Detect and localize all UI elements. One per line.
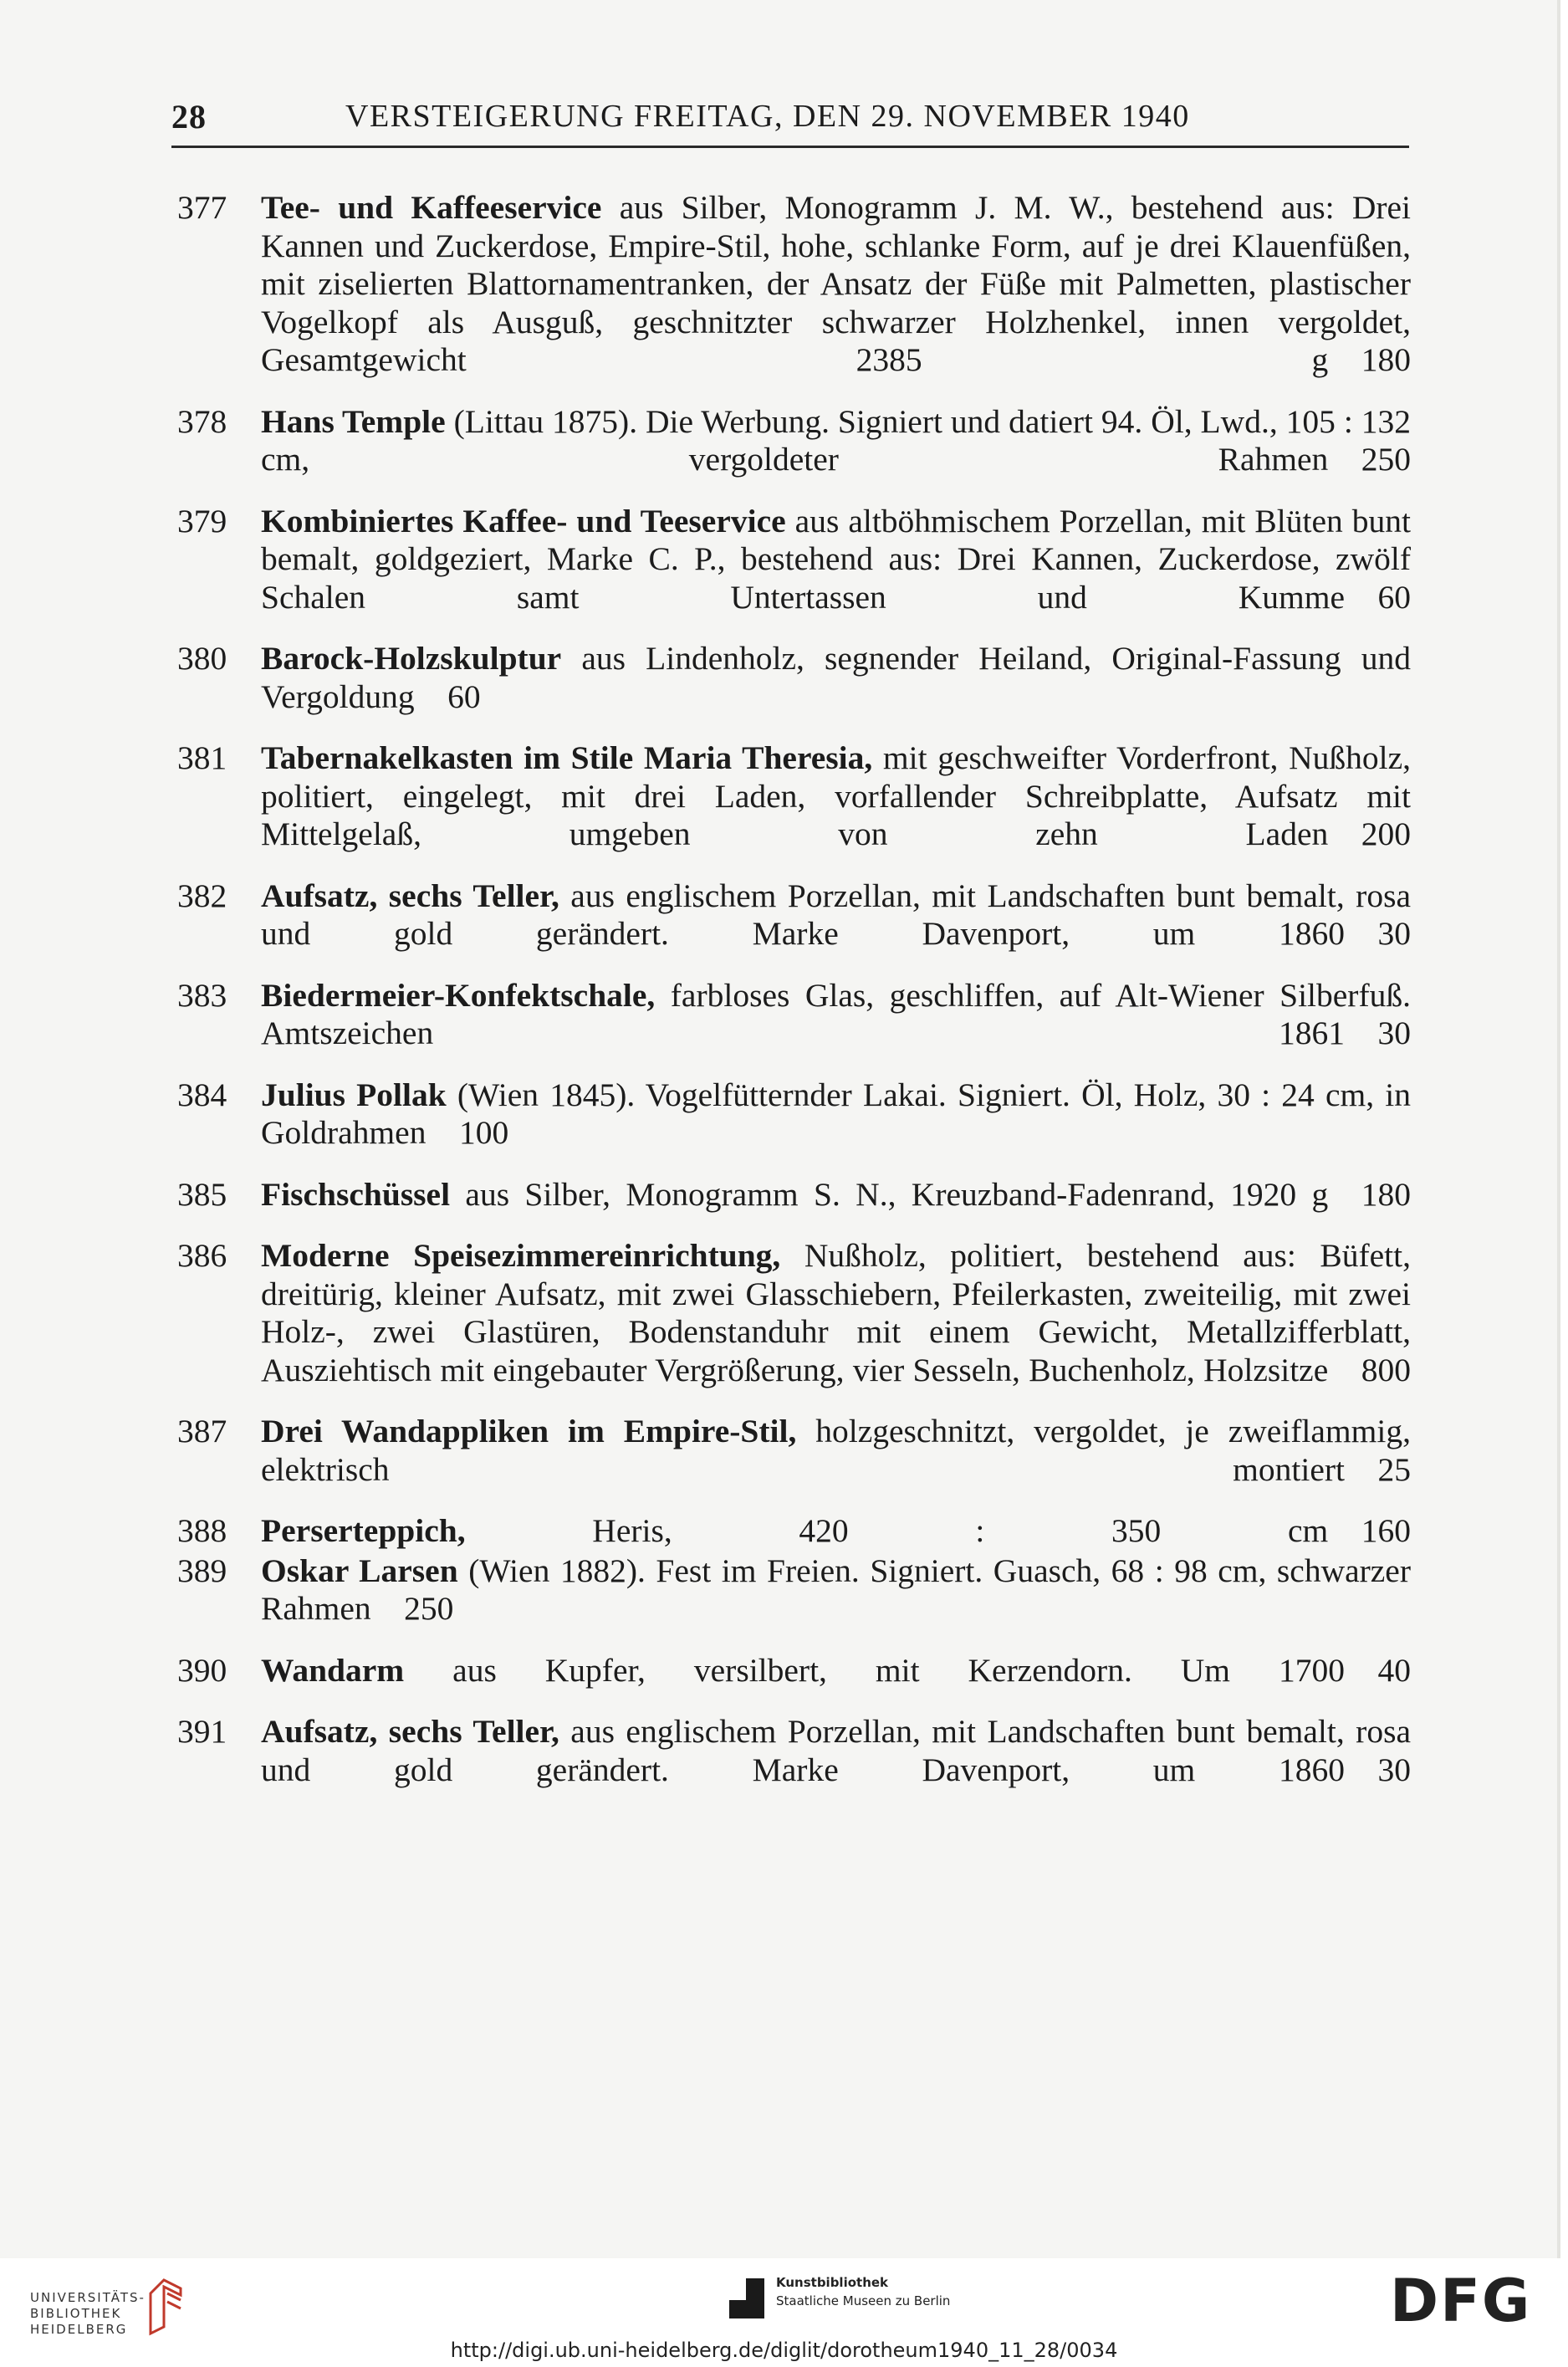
ub-line: UNIVERSITÄTS- xyxy=(30,2290,146,2305)
lot-number: 381 xyxy=(177,739,227,776)
lot-title: Drei Wandappliken im Empire-Stil, xyxy=(261,1413,797,1449)
lot-price: 160 xyxy=(1361,1512,1411,1549)
lot-description: aus englischem Porzellan, mit Landschaften bunt bemalt, rosa und gold gerändert. Marke Davenport, um 1860 xyxy=(261,1713,1411,1788)
lot-title: Tabernakelkasten im Stile Maria Theresia, xyxy=(261,739,873,776)
lot-title: Hans Temple xyxy=(261,402,446,440)
page-title: VERSTEIGERUNG FREITAG, DEN 29. NOVEMBER 1940 xyxy=(345,99,1190,134)
lot-price: 60 xyxy=(1377,578,1411,616)
lot-number: 377 xyxy=(177,189,227,226)
lot-title: Kombiniertes Kaffee- und Teeservice xyxy=(261,502,786,539)
lot-description: mit geschweifter Vorderfront, Nußholz, politiert, eingelegt, mit drei Laden, vorfallender Schreibplatte, Aufsatz mit Mittelgelaß, umgeben von zehn Laden xyxy=(261,739,1411,852)
ub-heidelberg-logo-text xyxy=(30,2290,146,2338)
lot-description: (Wien 1845). Vogelfütternder Lakai. Signiert. Öl, Holz, 30 : 24 cm, in Goldrahmen xyxy=(261,1076,1411,1151)
lot-description: aus englischem Porzellan, mit Landschaften bunt bemalt, rosa und gold gerändert. Marke Davenport, um 1860 xyxy=(261,877,1411,952)
lot-385 xyxy=(177,1176,1411,1214)
lot-price: 180 xyxy=(1361,1175,1411,1213)
ub-heidelberg-logo-icon xyxy=(142,2277,186,2337)
lot-number: 382 xyxy=(177,877,227,914)
lot-description: aus Kupfer, versilbert, mit Kerzendorn. Um 1700 xyxy=(404,1651,1345,1689)
lot-description: Heris, 420 : 350 cm xyxy=(465,1512,1329,1549)
lot-price: 30 xyxy=(1377,1751,1411,1788)
lot-number: 380 xyxy=(177,640,227,677)
lot-description: (Littau 1875). Die Werbung. Signiert und datiert 94. Öl, Lwd., 105 : 132 cm, vergoldeter Rahmen xyxy=(261,402,1411,478)
page-header xyxy=(171,97,1409,136)
lot-price: 30 xyxy=(1377,915,1411,952)
lot-title: Perserteppich, xyxy=(261,1512,466,1549)
lot-number: 388 xyxy=(177,1512,227,1549)
lot-382 xyxy=(177,877,1411,953)
lot-price: 30 xyxy=(1377,1015,1411,1051)
lot-price: 250 xyxy=(404,1590,454,1627)
lot-number: 378 xyxy=(177,402,227,440)
lot-price: 200 xyxy=(1361,815,1411,852)
kunstbibliothek-logo-icon xyxy=(721,2275,768,2322)
lot-388 xyxy=(177,1512,1411,1551)
lot-390 xyxy=(177,1652,1411,1690)
lot-number: 379 xyxy=(177,502,227,539)
header-rule xyxy=(171,146,1409,148)
lot-384 xyxy=(177,1076,1411,1153)
lot-386 xyxy=(177,1237,1411,1389)
lot-price: 800 xyxy=(1361,1351,1411,1388)
ub-line: HEIDELBERG xyxy=(30,2322,128,2337)
lot-377 xyxy=(177,189,1411,380)
lot-title: Oskar Larsen xyxy=(261,1552,458,1589)
lot-description: aus Silber, Monogramm J. M. W., bestehend aus: Drei Kannen und Zuckerdose, Empire-Stil, hohe, schlanke Form, auf je drei Klauenfüßen, mit ziselierten Blattornamentranken, der Ansatz der Füße mit Palmetten, plastischer Vogelkopf als Ausguß, geschnitzter schwarzer Holzhenkel, innen vergoldet, Gesamtgewicht 2385 g xyxy=(261,189,1411,378)
kunstbibliothek-label xyxy=(776,2273,950,2310)
lot-title: Biedermeier-Konfektschale, xyxy=(261,976,656,1014)
lot-number: 385 xyxy=(177,1175,227,1213)
lot-title: Aufsatz, sechs Teller, xyxy=(261,1713,559,1750)
lot-title: Tee- und Kaffeeservice xyxy=(261,189,602,226)
ub-line: BIBLIOTHEK xyxy=(30,2306,122,2321)
lot-378 xyxy=(177,403,1411,479)
lot-number: 390 xyxy=(177,1651,227,1689)
lot-title: Wandarm xyxy=(261,1651,405,1689)
lot-title: Barock-Holzskulptur xyxy=(261,640,562,677)
kb-line: Kunstbibliothek xyxy=(776,2275,889,2290)
lot-number: 383 xyxy=(177,976,227,1014)
lot-description: (Wien 1882). Fest im Freien. Signiert. Guasch, 68 : 98 cm, schwarzer Rahmen xyxy=(261,1552,1411,1627)
lot-price: 60 xyxy=(447,677,481,715)
lot-description: aus Lindenholz, segnender Heiland, Original-Fassung und Vergoldung xyxy=(261,640,1411,715)
lot-description: holzgeschnitzt, vergoldet, je zweiflammig, elektrisch montiert xyxy=(261,1413,1411,1488)
lot-title: Moderne Speisezimmereinrichtung, xyxy=(261,1237,781,1274)
dfg-logo: DFG xyxy=(1390,2267,1532,2335)
lot-379 xyxy=(177,503,1411,617)
lot-description: farbloses Glas, geschliffen, auf Alt-Wiener Silberfuß. Amtszeichen 1861 xyxy=(261,976,1411,1051)
lot-price: 180 xyxy=(1361,341,1411,378)
lot-number: 384 xyxy=(177,1076,227,1113)
lot-description: Nußholz, politiert, bestehend aus: Büfett, dreitürig, kleiner Aufsatz, mit zwei Glasschiebern, Pfeilerkasten, zweiteilig, mit zwei Holz-, zwei Glastüren, Bodenstanduhr mit einem Gewicht, Metallzifferblatt, Ausziehtisch mit eingebauter Vergrößerung, vier Sesseln, Buchenholz, Holzsitze xyxy=(261,1237,1411,1388)
lot-number: 386 xyxy=(177,1237,227,1274)
lot-price: 40 xyxy=(1377,1651,1411,1689)
lot-description: aus Silber, Monogramm S. N., Kreuzband-Fadenrand, 1920 g xyxy=(450,1175,1329,1213)
lot-title: Fischschüssel xyxy=(261,1175,451,1213)
kb-line: Staatliche Museen zu Berlin xyxy=(776,2293,951,2308)
lot-389 xyxy=(177,1552,1411,1628)
lot-number: 387 xyxy=(177,1413,227,1449)
lot-title: Julius Pollak xyxy=(261,1076,447,1113)
source-url[interactable]: http://digi.ub.uni-heidelberg.de/diglit/dorotheum1940_11_28/0034 xyxy=(450,2339,1118,2362)
lot-price: 250 xyxy=(1361,441,1411,478)
lot-381 xyxy=(177,739,1411,854)
page-number: 28 xyxy=(171,98,207,135)
lot-price: 100 xyxy=(458,1114,509,1151)
lot-list xyxy=(177,189,1411,1812)
lot-price: 25 xyxy=(1377,1450,1411,1488)
lot-number: 389 xyxy=(177,1552,227,1589)
lot-380 xyxy=(177,640,1411,716)
lot-description: aus altböhmischem Porzellan, mit Blüten bunt bemalt, goldgeziert, Marke C. P., bestehend aus: Drei Kannen, Zuckerdose, zwölf Schalen samt Untertassen und Kumme xyxy=(261,502,1411,616)
lot-title: Aufsatz, sechs Teller, xyxy=(261,877,559,914)
lot-383 xyxy=(177,977,1411,1053)
lot-391 xyxy=(177,1713,1411,1789)
lot-387 xyxy=(177,1413,1411,1489)
lot-number: 391 xyxy=(177,1713,227,1750)
